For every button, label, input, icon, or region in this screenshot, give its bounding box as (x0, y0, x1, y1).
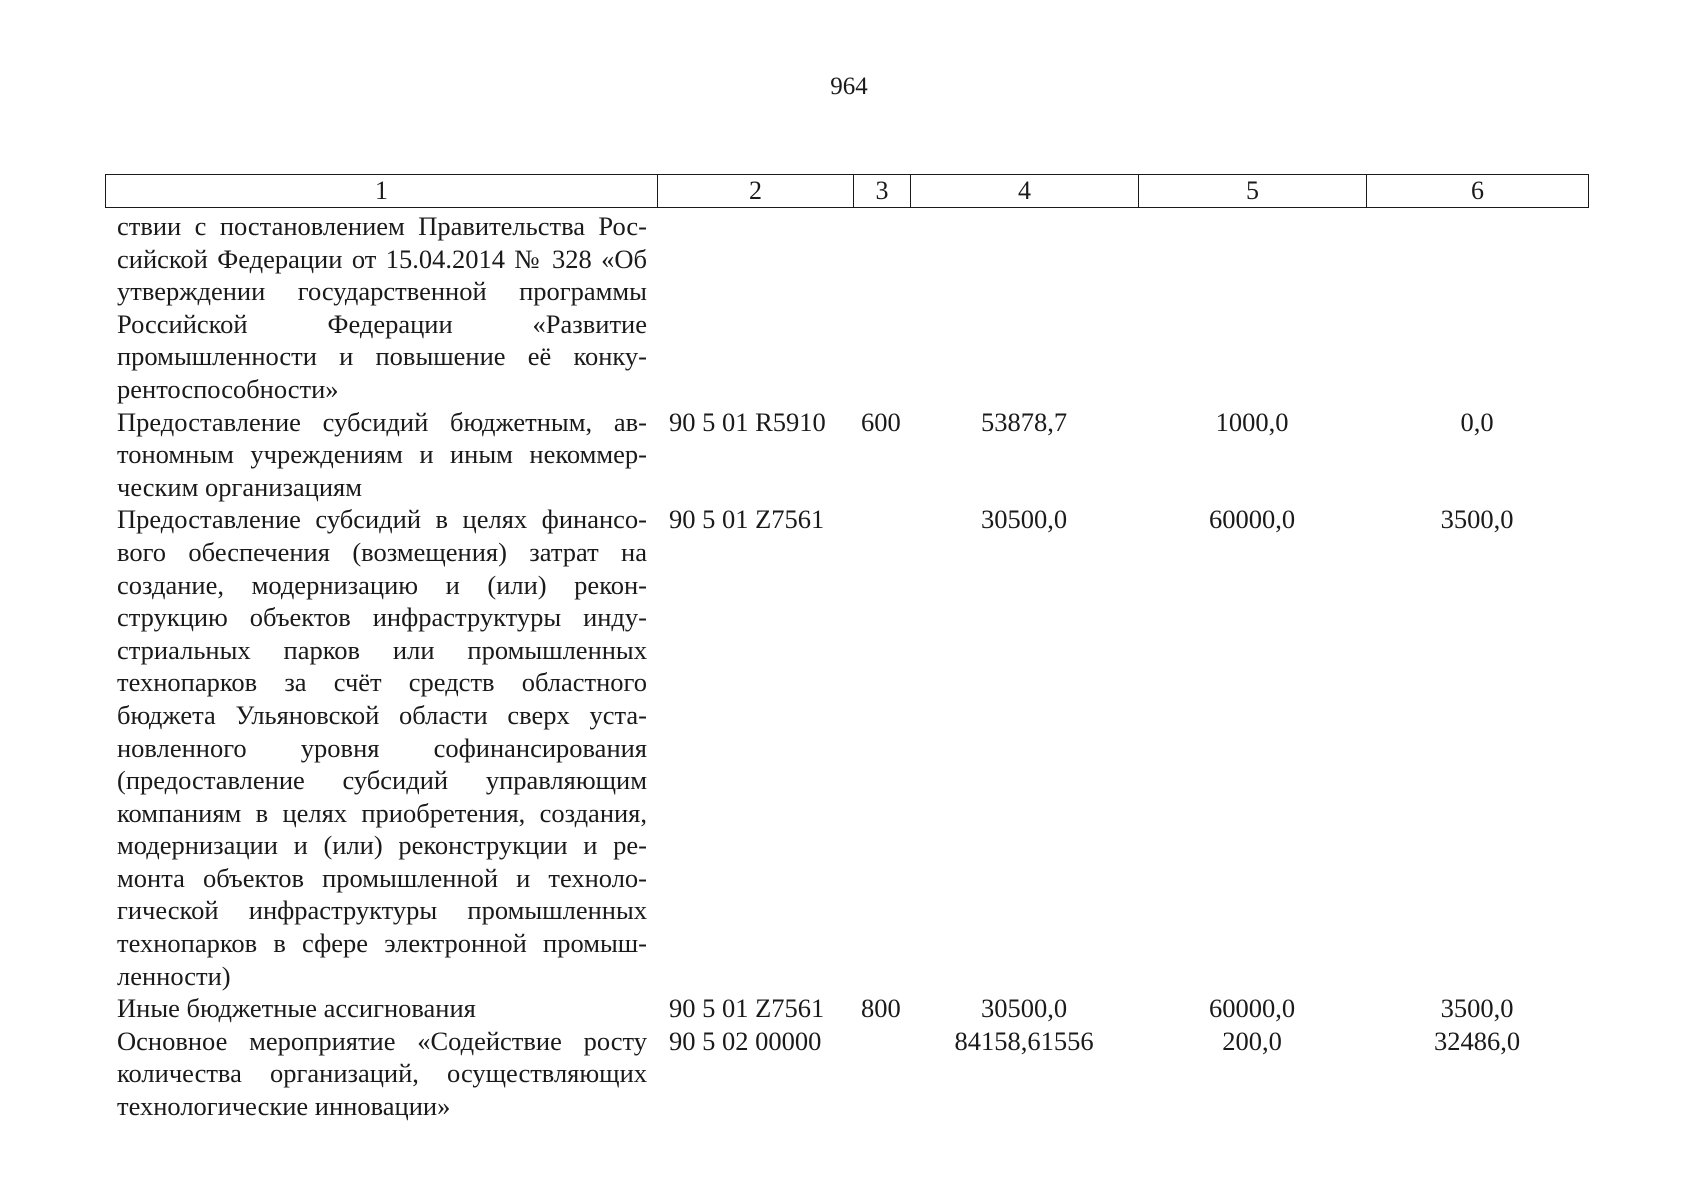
row-value-5: 200,0 (1222, 1025, 1282, 1056)
table-row (105, 210, 1588, 406)
column-header-6: 6 (1367, 175, 1589, 208)
table-row (105, 503, 1588, 992)
row-code: 90 5 02 00000 (669, 1025, 822, 1056)
row-value-5: 60000,0 (1208, 993, 1296, 1024)
row-expense-kind (853, 1025, 910, 1123)
row-description: Предоставление субсидий в целях финансового обеспечения (возмещения) затрат на создание, модернизацию и (или) реконструкцию объектов инфраструктуры индустриальных парков или промышленных технопарков за счёт средств областного бюджета Ульяновской области сверх установленного уровня софинансирования (предоставление субсидий управляющим компаниям в целях приобретения, создания, модернизации и (или) реконструкции и ремонта объектов промышленной и технологической инфраструктуры промышленных технопарков в сфере электронной промышленности) (117, 504, 647, 991)
row-value-5: 1000,0 (1215, 406, 1289, 437)
row-expense-kind: 600 (861, 406, 901, 437)
row-code (657, 210, 853, 406)
row-value-5: 60000,0 (1208, 504, 1296, 535)
row-code: 90 5 01 Z7561 (669, 504, 825, 535)
row-value-6: 32486,0 (1433, 1025, 1521, 1056)
row-code: 90 5 01 Z7561 (669, 993, 825, 1024)
row-value-4: 30500,0 (980, 993, 1068, 1024)
table-row (105, 1025, 1588, 1123)
row-expense-kind: 800 (861, 993, 901, 1024)
row-value-6: 0,0 (1460, 406, 1494, 437)
row-code: 90 5 01 R5910 (669, 406, 826, 437)
row-value-6: 3500,0 (1440, 504, 1514, 535)
row-value-6 (1366, 210, 1588, 406)
table-row (105, 992, 1588, 1025)
column-header-5: 5 (1139, 175, 1367, 208)
column-header-row (105, 174, 1589, 208)
row-value-6: 3500,0 (1440, 993, 1514, 1024)
row-value-4: 53878,7 (980, 406, 1068, 437)
row-value-5 (1138, 210, 1366, 406)
column-header-3: 3 (854, 175, 911, 208)
row-value-4 (910, 210, 1138, 406)
column-header-1: 1 (106, 175, 658, 208)
row-description: Предоставление субсидий бюджетным, автономным учреждениям и иным некоммерческим организациям (117, 406, 647, 502)
table-row (105, 406, 1588, 504)
row-description: ствии с постановлением Правительства Российской Федерации от 15.04.2014 № 328 «Об утверждении государственной программы Российской Федерации «Развитие промышленности и повышение её конкурентоспособности» (117, 211, 647, 404)
row-description: Иные бюджетные ассигнования (117, 993, 476, 1024)
page-number: 964 (830, 73, 868, 100)
column-header-2: 2 (658, 175, 854, 208)
budget-table (105, 210, 1588, 1123)
row-expense-kind (853, 210, 910, 406)
row-value-4: 84158,61556 (954, 1025, 1094, 1056)
row-description: Основное мероприятие «Содействие росту количества организаций, осуществляющих технологические инновации» (117, 1025, 647, 1122)
row-expense-kind (853, 503, 910, 992)
column-header-4: 4 (911, 175, 1139, 208)
row-value-4: 30500,0 (980, 504, 1068, 535)
